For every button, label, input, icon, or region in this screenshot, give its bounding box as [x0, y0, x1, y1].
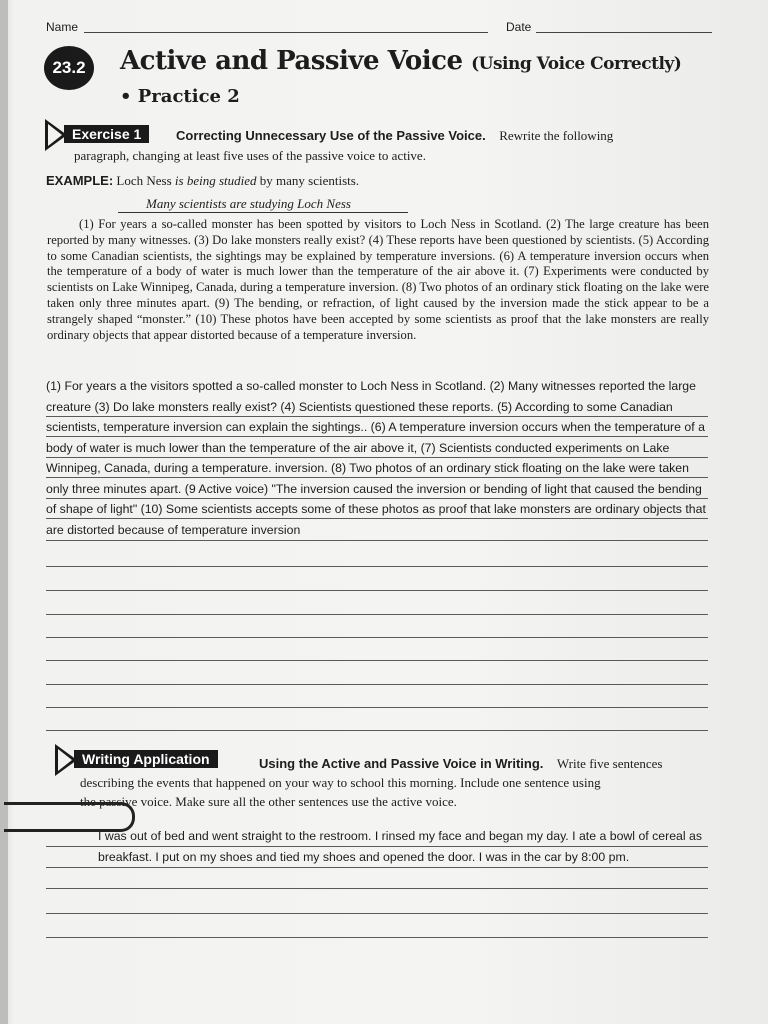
exercise-1-instruction-cont: paragraph, changing at least five uses of the passive voice to active.	[74, 148, 426, 163]
writing-application-heading	[259, 756, 662, 772]
example-answer: Many scientists are studying Loch Ness	[146, 196, 351, 211]
writing-line	[46, 730, 708, 731]
writing-instruction-cont-1: describing the events that happened on your way to school this morning. Include one sentence using	[80, 775, 601, 790]
page-edge	[0, 0, 8, 1024]
writing-line	[46, 684, 708, 685]
writing-line	[46, 590, 708, 591]
exercise-1-tag: Exercise 1	[64, 125, 149, 143]
example-line	[46, 173, 359, 189]
writing-line	[46, 888, 708, 889]
section-title	[120, 46, 681, 76]
writing-line	[46, 637, 708, 638]
writing-instruction-cont-2: the passive voice. Make sure all the other sentences use the active voice.	[80, 794, 457, 809]
example-text-a: Loch Ness	[116, 173, 172, 188]
writing-line	[46, 540, 708, 541]
date-field-line[interactable]	[536, 32, 712, 33]
writing-line	[46, 707, 708, 708]
practice-label: • Practice 2	[120, 86, 240, 107]
exercise-1-heading	[176, 128, 613, 144]
exercise-1-student-answer[interactable]: (1) For years a the visitors spotted a so-called monster to Loch Ness in Scotland. (2) Many witnesses reported the large creature (3) Do lake monsters really exist? (4) Scientists questioned these reports. (5) According to some Canadian scientists, temperature inversion can explain the sightings.. (6) A temperature inversion occurs when the temperature of a body of water is much lower than the temperature of the air above it, (7) Scientists conducted experiments on Lake Winnipeg, Canada, during a temperature. inversion. (8) Two photos of an ordinary stick floating on the lake were taken only three minutes apart. (9 Active voice) "The inversion caused the inversion or bending of light that caused the bending of shape of light" (10) Some scientists accepts some of these photos as proof that lake monsters are ordinary objects that are distorted because of temperature inversion	[46, 379, 706, 537]
writing-line	[46, 937, 708, 938]
writing-application-tag: Writing Application	[74, 750, 218, 768]
title-main: Active and Passive Voice	[120, 46, 463, 76]
example-text-italic: is being studied	[174, 173, 257, 188]
name-field-line[interactable]	[84, 32, 488, 33]
example-answer-line	[118, 212, 408, 213]
example-text-b: by many scientists.	[259, 173, 360, 188]
writing-application-heading-bold: Using the Active and Passive Voice in Writing.	[259, 756, 544, 771]
title-subtitle: (Using Voice Correctly)	[471, 54, 682, 74]
exercise-paragraph: (1) For years a so-called monster has been spotted by visitors to Loch Ness in Scotland. (2) The large creature has been reported by many witnesses. (3) Do lake monsters really exist? (4) These reports have been questioned by scientists. (5) According to some Canadian scientists, the sightings may be explained by temperature inversions. (6) A temperature inversion occurs when the temperature of a body of water is much lower than the temperature of the air above it. (7) Experiments were conducted by scientists on Lake Winnipeg, Canada, during a temperature inversion. (8) Two photos of an ordinary stick floating on the lake were taken only three minutes apart. (9) The bending, or refraction, of light caused by the inversion made the stick appear to be a strangely shaped “monster.” (10) These photos have been accepted by some scientists as proof that the lake monsters are really ordinary objects that appear distorted because of a temperature inversion.	[47, 217, 709, 342]
writing-application-instruction: Write five sentences	[556, 756, 663, 771]
exercise-1-instruction: Rewrite the following	[499, 128, 614, 143]
writing-line	[46, 913, 708, 914]
exercise-1-heading-bold: Correcting Unnecessary Use of the Passive Voice.	[176, 128, 486, 143]
writing-line	[46, 614, 708, 615]
date-label: Date	[506, 20, 532, 34]
name-label: Name	[46, 20, 79, 34]
writing-line	[46, 566, 708, 567]
section-number-badge: 23.2	[44, 46, 94, 90]
writing-line	[46, 660, 708, 661]
writing-application-student-answer[interactable]: I was out of bed and went straight to the restroom. I rinsed my face and began my day. I ate a bowl of cereal as breakfast. I put on my shoes and tied my shoes and opened the door. I was in the car by 8:00 pm.	[98, 829, 703, 864]
example-label: EXAMPLE:	[46, 173, 114, 188]
